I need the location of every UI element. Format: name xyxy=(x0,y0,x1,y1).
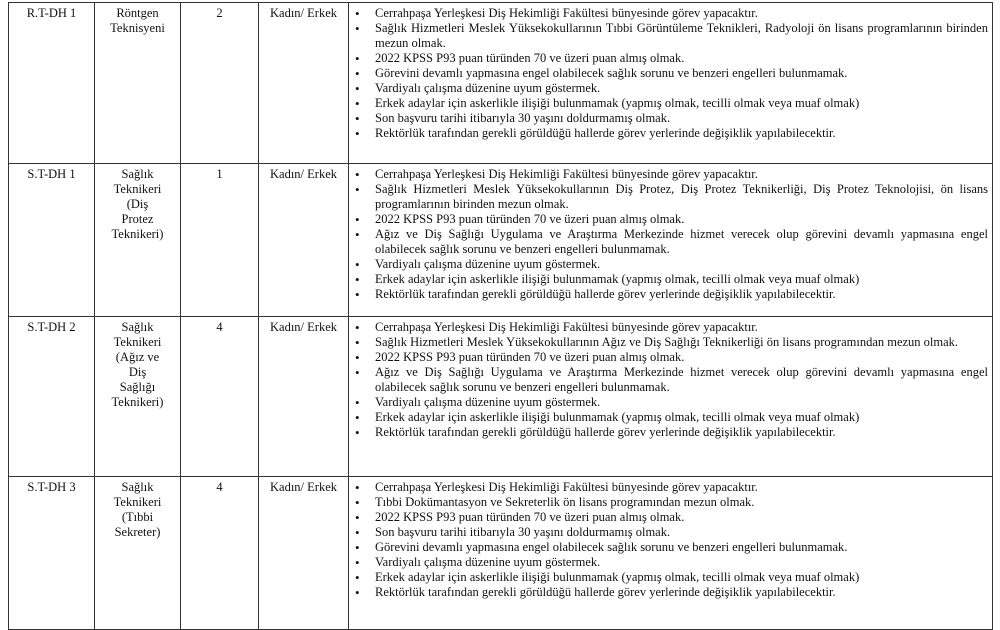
position-gender: Kadın/ Erkek xyxy=(259,317,349,477)
position-code: S.T-DH 3 xyxy=(9,477,95,630)
position-title xyxy=(95,3,181,164)
requirement-item: • Erkek adaylar için askerlikle ilişiği bulunmamak (yapmış olmak, tecilli olmak veya muaf olmak) xyxy=(353,96,988,111)
requirements-list xyxy=(353,320,988,440)
position-gender: Kadın/ Erkek xyxy=(259,477,349,630)
requirement-item: • 2022 KPSS P93 puan türünden 70 ve üzeri puan almış olmak. xyxy=(353,212,988,227)
title-line: Teknisyeni xyxy=(110,21,165,35)
requirement-item: • Erkek adaylar için askerlikle ilişiği bulunmamak (yapmış olmak, tecilli olmak veya muaf olmak) xyxy=(353,570,988,585)
title-line: Teknikeri) xyxy=(111,227,164,241)
requirement-item: • Görevini devamlı yapmasına engel olabilecek sağlık sorunu ve benzeri engelleri bulunmamak. xyxy=(353,66,988,81)
table-row xyxy=(9,164,993,317)
title-line: (Diş xyxy=(126,197,149,211)
position-code: R.T-DH 1 xyxy=(9,3,95,164)
requirement-item: • Vardiyalı çalışma düzenine uyum göstermek. xyxy=(353,555,988,570)
table-row xyxy=(9,477,993,630)
requirements-cell xyxy=(349,3,993,164)
requirement-item: • Görevini devamlı yapmasına engel olabilecek sağlık sorunu ve benzeri engelleri bulunmamak. xyxy=(353,540,988,555)
requirement-item: • Son başvuru tarihi itibarıyla 30 yaşını doldurmamış olmak. xyxy=(353,525,988,540)
requirement-item: • Ağız ve Diş Sağlığı Uygulama ve Araştırma Merkezinde hizmet verecek olup görevini devamlı yapmasına engel olabilecek sağlık sorunu ve benzeri engelleri bulunmamak. xyxy=(353,227,988,257)
requirement-item: • Cerrahpaşa Yerleşkesi Diş Hekimliği Fakültesi bünyesinde görev yapacaktır. xyxy=(353,320,988,335)
requirements-cell xyxy=(349,164,993,317)
requirement-item: • Vardiyalı çalışma düzenine uyum göstermek. xyxy=(353,81,988,96)
requirement-item: • Sağlık Hizmetleri Meslek Yüksekokullarının Diş Protez, Diş Protez Teknikerliği, Diş Protez Teknolojisi, ön lisans programlarının birinden mezun olmak. xyxy=(353,182,988,212)
requirement-item: • Cerrahpaşa Yerleşkesi Diş Hekimliği Fakültesi bünyesinde görev yapacaktır. xyxy=(353,480,988,495)
title-line: Protez xyxy=(121,212,154,226)
requirement-item: • Vardiyalı çalışma düzenine uyum göstermek. xyxy=(353,257,988,272)
title-line: Sağlık xyxy=(121,320,154,334)
position-title xyxy=(95,164,181,317)
requirement-item: • Ağız ve Diş Sağlığı Uygulama ve Araştırma Merkezinde hizmet verecek olup görevini devamlı yapmasına engel olabilecek sağlık sorunu ve benzeri engelleri bulunmamak. xyxy=(353,365,988,395)
job-listing-table xyxy=(8,2,993,630)
position-code: S.T-DH 2 xyxy=(9,317,95,477)
requirement-item: • 2022 KPSS P93 puan türünden 70 ve üzeri puan almış olmak. xyxy=(353,350,988,365)
requirement-item: • Vardiyalı çalışma düzenine uyum göstermek. xyxy=(353,395,988,410)
position-code: S.T-DH 1 xyxy=(9,164,95,317)
requirements-list xyxy=(353,480,988,600)
requirement-item: • 2022 KPSS P93 puan türünden 70 ve üzeri puan almış olmak. xyxy=(353,510,988,525)
requirement-item: • Sağlık Hizmetleri Meslek Yüksekokullarının Ağız ve Diş Sağlığı Teknikerliği ön lisans programından mezun olmak. xyxy=(353,335,988,350)
title-line: Teknikeri xyxy=(113,495,162,509)
title-line: Teknikeri xyxy=(113,335,162,349)
title-line: Sekreter) xyxy=(114,525,161,539)
requirement-item: • Rektörlük tarafından gerekli görüldüğü hallerde görev yerlerinde değişiklik yapılabilecektir. xyxy=(353,425,988,440)
position-count: 4 xyxy=(181,477,259,630)
requirement-item: • Son başvuru tarihi itibarıyla 30 yaşını doldurmamış olmak. xyxy=(353,111,988,126)
requirement-item: • Sağlık Hizmetleri Meslek Yüksekokullarının Tıbbi Görüntüleme Teknikleri, Radyoloji ön lisans programlarının birinden mezun olmak. xyxy=(353,21,988,51)
title-line: Röntgen xyxy=(116,6,159,20)
requirement-item: • Cerrahpaşa Yerleşkesi Diş Hekimliği Fakültesi bünyesinde görev yapacaktır. xyxy=(353,6,988,21)
requirements-list xyxy=(353,6,988,141)
title-line: (Ağız ve xyxy=(115,350,160,364)
requirement-item: • Erkek adaylar için askerlikle ilişiği bulunmamak (yapmış olmak, tecilli olmak veya muaf olmak) xyxy=(353,410,988,425)
requirement-item: • Rektörlük tarafından gerekli görüldüğü hallerde görev yerlerinde değişiklik yapılabilecektir. xyxy=(353,585,988,600)
title-line: (Tıbbi xyxy=(121,510,154,524)
requirements-list xyxy=(353,167,988,302)
position-gender: Kadın/ Erkek xyxy=(259,3,349,164)
requirement-item: • Tıbbi Dokümantasyon ve Sekreterlik ön lisans programından mezun olmak. xyxy=(353,495,988,510)
title-line: Sağlık xyxy=(121,480,154,494)
position-title xyxy=(95,477,181,630)
requirement-item: • 2022 KPSS P93 puan türünden 70 ve üzeri puan almış olmak. xyxy=(353,51,988,66)
position-count: 4 xyxy=(181,317,259,477)
title-line: Sağlığı xyxy=(119,380,156,394)
position-count: 2 xyxy=(181,3,259,164)
position-gender: Kadın/ Erkek xyxy=(259,164,349,317)
title-line: Teknikeri xyxy=(113,182,162,196)
requirements-cell xyxy=(349,477,993,630)
position-count: 1 xyxy=(181,164,259,317)
table-row xyxy=(9,317,993,477)
title-line: Sağlık xyxy=(121,167,154,181)
requirements-cell xyxy=(349,317,993,477)
requirement-item: • Rektörlük tarafından gerekli görüldüğü hallerde görev yerlerinde değişiklik yapılabilecektir. xyxy=(353,287,988,302)
position-title xyxy=(95,317,181,477)
title-line: Diş xyxy=(128,365,147,379)
requirement-item: • Erkek adaylar için askerlikle ilişiği bulunmamak (yapmış olmak, tecilli olmak veya muaf olmak) xyxy=(353,272,988,287)
table-row xyxy=(9,3,993,164)
requirement-item: • Rektörlük tarafından gerekli görüldüğü hallerde görev yerlerinde değişiklik yapılabilecektir. xyxy=(353,126,988,141)
requirement-item: • Cerrahpaşa Yerleşkesi Diş Hekimliği Fakültesi bünyesinde görev yapacaktır. xyxy=(353,167,988,182)
title-line: Teknikeri) xyxy=(111,395,164,409)
